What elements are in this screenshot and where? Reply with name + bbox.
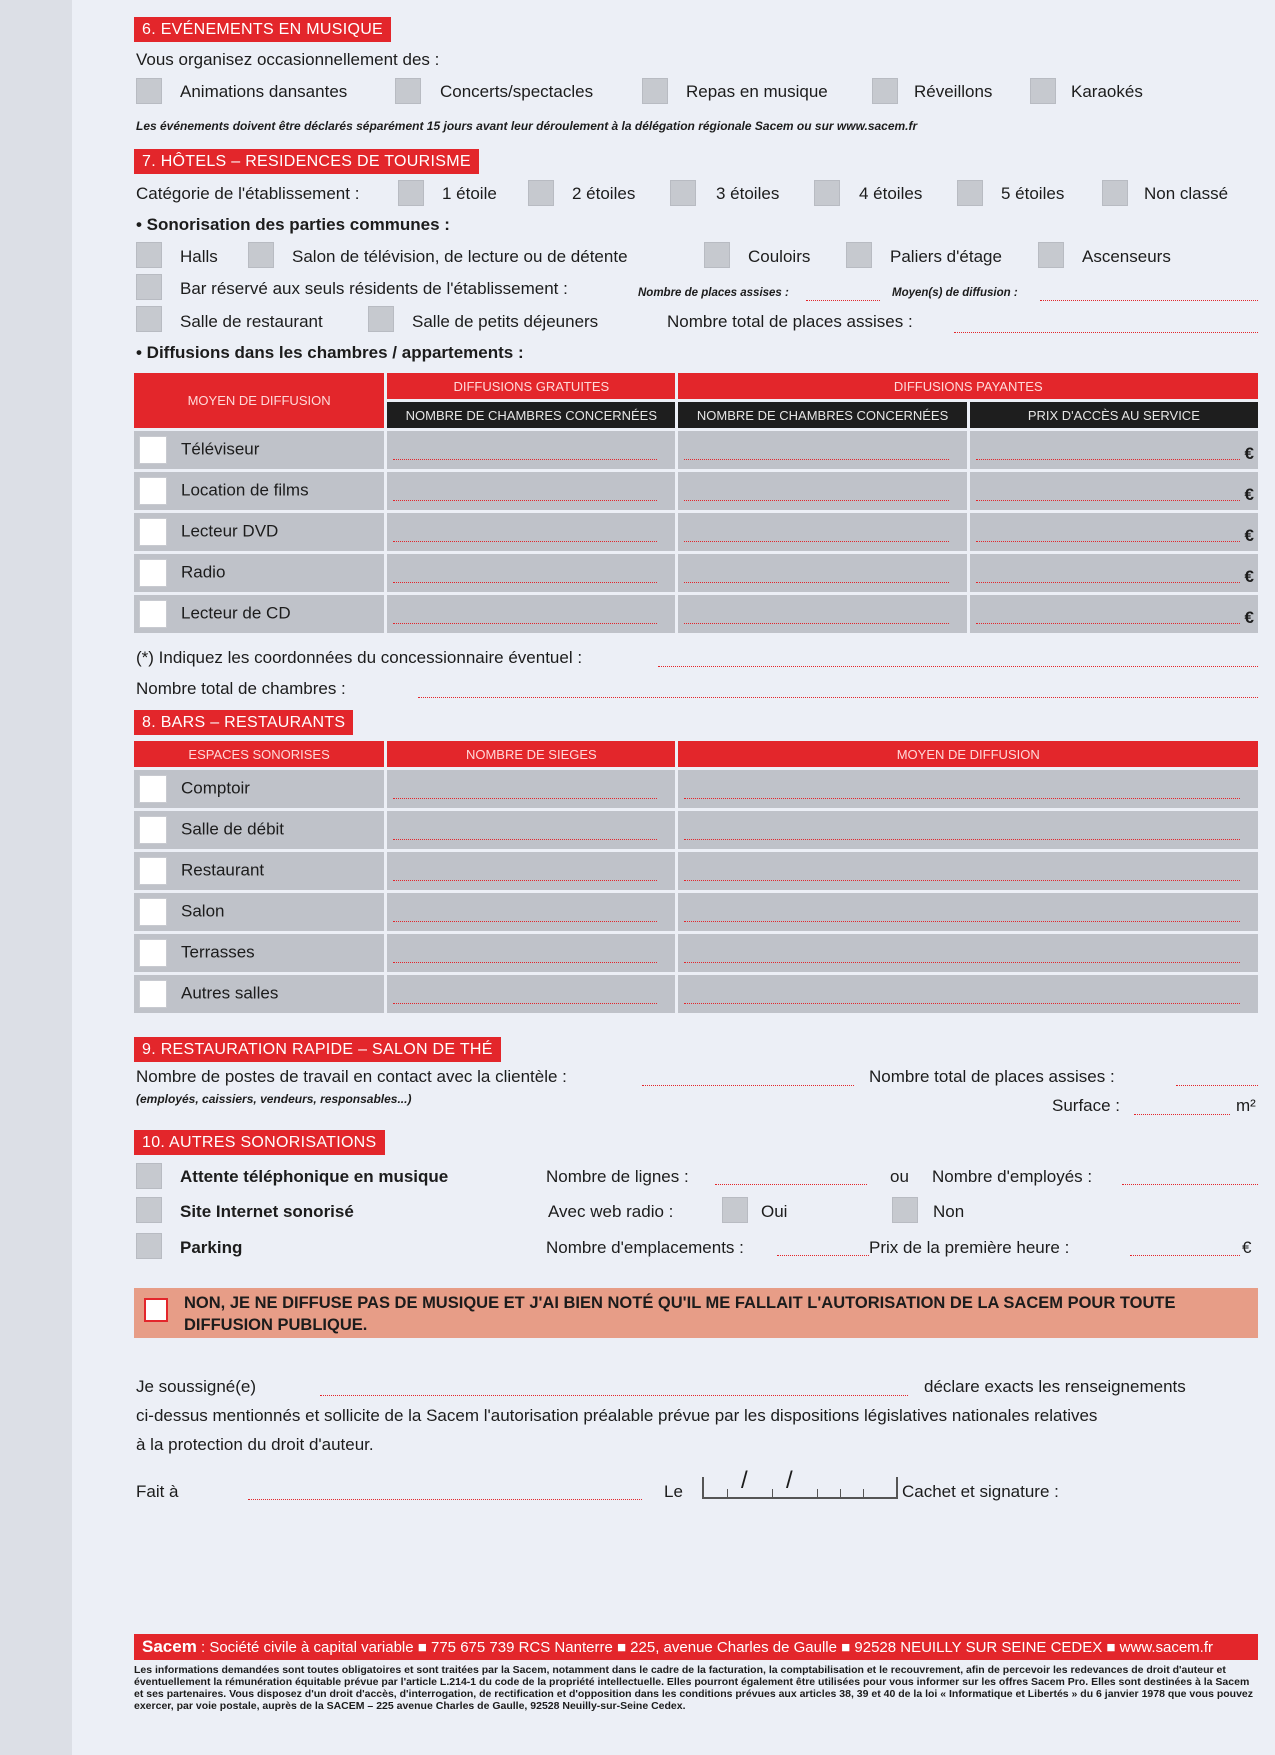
euro-symbol: € bbox=[1244, 444, 1254, 463]
option-reveillons: Réveillons bbox=[914, 82, 993, 101]
row-label bbox=[134, 852, 384, 890]
bar-means-field[interactable] bbox=[1040, 300, 1258, 301]
section-8-title: 8. BARS – RESTAURANTS bbox=[134, 710, 353, 735]
dotted-line bbox=[976, 500, 1240, 501]
h-spaces: ESPACES SONORISES bbox=[134, 741, 384, 767]
checkbox-4-etoiles[interactable] bbox=[814, 180, 840, 206]
checkbox-webradio-no[interactable] bbox=[892, 1197, 918, 1223]
no-music-checkbox[interactable] bbox=[144, 1298, 168, 1322]
dotted-line bbox=[976, 459, 1240, 460]
date-label: Le bbox=[664, 1482, 683, 1501]
cell-means[interactable] bbox=[678, 770, 1258, 808]
dotted-line bbox=[393, 541, 657, 542]
checkbox-salle-restaurant[interactable] bbox=[136, 306, 162, 332]
salle-restaurant-label: Salle de restaurant bbox=[180, 312, 323, 331]
s9-seats-field[interactable] bbox=[1176, 1085, 1258, 1086]
dotted-line bbox=[393, 880, 657, 881]
price-currency: € bbox=[1242, 1238, 1252, 1257]
yes-label: Oui bbox=[761, 1202, 788, 1221]
option-animations: Animations dansantes bbox=[180, 82, 348, 101]
dotted-line bbox=[684, 1003, 1240, 1004]
table-row bbox=[134, 770, 1258, 808]
cell-rooms-free[interactable] bbox=[387, 554, 675, 592]
total-seats-label: Nombre total de places assises : bbox=[667, 312, 913, 331]
dotted-line bbox=[976, 623, 1240, 624]
checkbox-webradio-yes[interactable] bbox=[722, 1197, 748, 1223]
declaration-line2: ci-dessus mentionnés et sollicite de la Sacem l'autorisation préalable prévue par les dispositions législatives nationales relatives bbox=[136, 1406, 1098, 1425]
row-checkbox[interactable] bbox=[139, 477, 167, 505]
s6-note: Les événements doivent être déclarés séparément 15 jours avant leur déroulement à la délégation régionale Sacem ou sur www.sacem.fr bbox=[136, 119, 918, 133]
row-label-text: Salon bbox=[181, 901, 225, 921]
cell-seats[interactable] bbox=[387, 811, 675, 849]
row-label bbox=[134, 431, 384, 469]
dotted-line bbox=[684, 582, 948, 583]
table-row bbox=[134, 513, 1258, 551]
diffusions-label: • Diffusions dans les chambres / appartements : bbox=[136, 343, 524, 362]
date-tick bbox=[863, 1489, 864, 1497]
cat-3-etoiles: 3 étoiles bbox=[716, 184, 780, 203]
dotted-line bbox=[393, 798, 657, 799]
cell-means[interactable] bbox=[678, 852, 1258, 890]
option-concerts: Concerts/spectacles bbox=[440, 82, 594, 101]
row-label-text: Radio bbox=[181, 562, 226, 582]
surface-field[interactable] bbox=[1134, 1114, 1230, 1115]
checkbox-concerts[interactable] bbox=[395, 78, 421, 104]
date-tick bbox=[772, 1489, 773, 1497]
dotted-line bbox=[393, 839, 657, 840]
webradio-label: Avec web radio : bbox=[548, 1202, 674, 1221]
dotted-line bbox=[393, 582, 657, 583]
no-music-notice bbox=[134, 1288, 1258, 1338]
checkbox-1-etoile[interactable] bbox=[398, 180, 424, 206]
row-checkbox[interactable] bbox=[139, 857, 167, 885]
checkbox-5-etoiles[interactable] bbox=[957, 180, 983, 206]
row-label-text: Restaurant bbox=[181, 860, 265, 880]
row-checkbox[interactable] bbox=[139, 600, 167, 628]
dotted-line bbox=[684, 623, 948, 624]
row-label-text: Téléviseur bbox=[181, 439, 260, 459]
h-rooms-free: NOMBRE DE CHAMBRES CONCERNÉES bbox=[387, 402, 675, 428]
h-seats: NOMBRE DE SIEGES bbox=[387, 741, 675, 767]
cat-non-classe: Non classé bbox=[1144, 184, 1229, 203]
date-tick bbox=[727, 1489, 728, 1497]
row-checkbox[interactable] bbox=[139, 559, 167, 587]
checkbox-3-etoiles[interactable] bbox=[670, 180, 696, 206]
undersigned-label: Je soussigné(e) bbox=[136, 1377, 257, 1396]
petits-dejeuners-label: Salle de petits déjeuners bbox=[412, 312, 599, 331]
row-label bbox=[134, 770, 384, 808]
cell-rooms-free[interactable] bbox=[387, 595, 675, 633]
cell-rooms-free[interactable] bbox=[387, 513, 675, 551]
row-label bbox=[134, 595, 384, 633]
cell-means[interactable] bbox=[678, 893, 1258, 931]
dotted-line bbox=[684, 541, 948, 542]
dotted-line bbox=[393, 921, 657, 922]
checkbox-bar-residents[interactable] bbox=[136, 274, 162, 300]
row-label bbox=[134, 811, 384, 849]
employees-field[interactable] bbox=[1122, 1184, 1258, 1185]
section-6-title: 6. EVÉNEMENTS EN MUSIQUE bbox=[134, 17, 391, 42]
total-rooms-label: Nombre total de chambres : bbox=[136, 679, 346, 698]
date-tick bbox=[817, 1489, 818, 1497]
row-checkbox[interactable] bbox=[139, 980, 167, 1008]
cell-rooms-free[interactable] bbox=[387, 472, 675, 510]
table-row bbox=[134, 975, 1258, 1013]
h-means-bar: MOYEN DE DIFFUSION bbox=[678, 741, 1258, 767]
checkbox-halls[interactable] bbox=[136, 242, 162, 268]
table-row bbox=[134, 554, 1258, 592]
checkbox-paliers[interactable] bbox=[846, 242, 872, 268]
cell-price[interactable] bbox=[970, 554, 1258, 592]
bar-residents-label: Bar réservé aux seuls résidents de l'établissement : bbox=[180, 279, 568, 298]
cat-2-etoiles: 2 étoiles bbox=[572, 184, 636, 203]
s9-seats-label: Nombre total de places assises : bbox=[869, 1067, 1115, 1086]
h-paid: DIFFUSIONS PAYANTES bbox=[678, 373, 1258, 399]
checkbox-ascenseurs[interactable] bbox=[1038, 242, 1064, 268]
posts-label: Nombre de postes de travail en contact avec la clientèle : bbox=[136, 1067, 567, 1086]
row-label-text: Comptoir bbox=[181, 778, 250, 798]
row-label-text: Lecteur DVD bbox=[181, 521, 279, 541]
option-karaokes: Karaokés bbox=[1071, 82, 1143, 101]
cell-rooms-free[interactable] bbox=[387, 431, 675, 469]
euro-symbol: € bbox=[1244, 608, 1254, 627]
row-label bbox=[134, 513, 384, 551]
sacem-brand: Sacem bbox=[142, 1637, 197, 1656]
declaration-line3: à la protection du droit d'auteur. bbox=[136, 1435, 374, 1454]
h-free: DIFFUSIONS GRATUITES bbox=[387, 373, 675, 399]
cell-seats[interactable] bbox=[387, 934, 675, 972]
option-repas: Repas en musique bbox=[686, 82, 828, 101]
cell-price[interactable] bbox=[970, 595, 1258, 633]
cell-price[interactable] bbox=[970, 513, 1258, 551]
signature-label: Cachet et signature : bbox=[902, 1482, 1059, 1501]
surface-unit: m² bbox=[1236, 1096, 1256, 1115]
concession-label: (*) Indiquez les coordonnées du concessionnaire éventuel : bbox=[136, 648, 583, 667]
cell-means[interactable] bbox=[678, 811, 1258, 849]
table-row bbox=[134, 852, 1258, 890]
surface-label: Surface : bbox=[1052, 1096, 1121, 1115]
spots-field[interactable] bbox=[777, 1255, 869, 1256]
date-tick bbox=[840, 1489, 841, 1497]
table-row bbox=[134, 431, 1258, 469]
checkbox-repas[interactable] bbox=[642, 78, 668, 104]
h-price: PRIX D'ACCÈS AU SERVICE bbox=[970, 402, 1258, 428]
cat-4-etoiles: 4 étoiles bbox=[859, 184, 923, 203]
checkbox-2-etoiles[interactable] bbox=[528, 180, 554, 206]
footer-bar bbox=[134, 1634, 1258, 1660]
euro-symbol: € bbox=[1244, 526, 1254, 545]
table-row bbox=[134, 934, 1258, 972]
dotted-line bbox=[393, 1003, 657, 1004]
row-label bbox=[134, 975, 384, 1013]
table-row bbox=[134, 893, 1258, 931]
section-7-title: 7. HÔTELS – RESIDENCES DE TOURISME bbox=[134, 149, 479, 174]
dotted-line bbox=[976, 541, 1240, 542]
row-label bbox=[134, 893, 384, 931]
dotted-line bbox=[684, 921, 1240, 922]
lines-field[interactable] bbox=[715, 1184, 867, 1185]
section-9-title: 9. RESTAURATION RAPIDE – SALON DE THÉ bbox=[134, 1037, 501, 1062]
posts-note: (employés, caissiers, vendeurs, responsables...) bbox=[136, 1092, 412, 1106]
row-label-text: Salle de débit bbox=[181, 819, 285, 839]
table-row bbox=[134, 811, 1258, 849]
declare-text: déclare exacts les renseignements bbox=[924, 1377, 1186, 1396]
checkbox-couloirs[interactable] bbox=[704, 242, 730, 268]
cell-seats[interactable] bbox=[387, 893, 675, 931]
date-separator: / bbox=[786, 1467, 793, 1494]
table-row bbox=[134, 595, 1258, 633]
website-label: Site Internet sonorisé bbox=[180, 1202, 354, 1221]
checkbox-salon-tv[interactable] bbox=[248, 242, 274, 268]
price-label: Prix de la première heure : bbox=[869, 1238, 1070, 1257]
area-halls: Halls bbox=[180, 247, 218, 266]
area-ascenseurs: Ascenseurs bbox=[1082, 247, 1171, 266]
euro-symbol: € bbox=[1244, 485, 1254, 504]
row-checkbox[interactable] bbox=[139, 816, 167, 844]
posts-field[interactable] bbox=[642, 1085, 854, 1086]
row-label-text: Lecteur de CD bbox=[181, 603, 291, 623]
phone-label: Attente téléphonique en musique bbox=[180, 1167, 449, 1186]
lines-label: Nombre de lignes : bbox=[546, 1167, 689, 1186]
h-means: MOYEN DE DIFFUSION bbox=[134, 373, 384, 428]
parking-label: Parking bbox=[180, 1238, 243, 1257]
row-checkbox[interactable] bbox=[139, 939, 167, 967]
cell-price[interactable] bbox=[970, 431, 1258, 469]
row-checkbox[interactable] bbox=[139, 775, 167, 803]
checkbox-parking[interactable] bbox=[136, 1233, 162, 1259]
h-rooms-paid: NOMBRE DE CHAMBRES CONCERNÉES bbox=[678, 402, 966, 428]
area-salon-tv: Salon de télévision, de lecture ou de détente bbox=[292, 247, 628, 266]
price-field[interactable] bbox=[1130, 1255, 1240, 1256]
euro-symbol: € bbox=[1244, 567, 1254, 586]
total-seats-field[interactable] bbox=[954, 332, 1258, 333]
cell-rooms-paid[interactable] bbox=[678, 513, 966, 551]
or-text: ou bbox=[890, 1167, 909, 1186]
table-row bbox=[134, 472, 1258, 510]
cell-price[interactable] bbox=[970, 472, 1258, 510]
checkbox-karaokes[interactable] bbox=[1030, 78, 1056, 104]
rooms-diffusion-table bbox=[131, 370, 1261, 636]
bars-table bbox=[131, 738, 1261, 1016]
checkbox-animations[interactable] bbox=[136, 78, 162, 104]
bar-means-label: Moyen(s) de diffusion : bbox=[892, 287, 1018, 299]
cell-seats[interactable] bbox=[387, 852, 675, 890]
area-couloirs: Couloirs bbox=[748, 247, 811, 266]
row-label-text: Location de films bbox=[181, 480, 309, 500]
cell-rooms-paid[interactable] bbox=[678, 431, 966, 469]
spots-label: Nombre d'emplacements : bbox=[546, 1238, 744, 1257]
row-label-text: Terrasses bbox=[181, 942, 255, 962]
dotted-line bbox=[684, 880, 1240, 881]
cell-rooms-paid[interactable] bbox=[678, 554, 966, 592]
total-rooms-field[interactable] bbox=[418, 697, 1258, 698]
cell-means[interactable] bbox=[678, 975, 1258, 1013]
dotted-line bbox=[684, 459, 948, 460]
cat-1-etoile: 1 étoile bbox=[442, 184, 497, 203]
dotted-line bbox=[393, 459, 657, 460]
dotted-line bbox=[684, 962, 1240, 963]
dotted-line bbox=[393, 962, 657, 963]
bar-seats-label: Nombre de places assises : bbox=[638, 287, 789, 299]
checkbox-reveillons[interactable] bbox=[872, 78, 898, 104]
undersigned-field[interactable] bbox=[320, 1395, 908, 1396]
cell-rooms-paid[interactable] bbox=[678, 472, 966, 510]
row-checkbox[interactable] bbox=[139, 518, 167, 546]
dotted-line bbox=[684, 798, 1240, 799]
cell-seats[interactable] bbox=[387, 770, 675, 808]
row-checkbox[interactable] bbox=[139, 436, 167, 464]
no-label: Non bbox=[933, 1202, 965, 1221]
cell-means[interactable] bbox=[678, 934, 1258, 972]
date-field[interactable] bbox=[702, 1467, 898, 1499]
area-paliers: Paliers d'étage bbox=[890, 247, 1002, 266]
place-label: Fait à bbox=[136, 1482, 179, 1501]
footer-text: : Société civile à capital variable ■ 775 675 739 RCS Nanterre ■ 225, avenue Charles de Gaulle ■ 92528 NEUILLY SUR SEINE CEDEX ■ www.sacem.fr bbox=[201, 1639, 1214, 1656]
row-label bbox=[134, 554, 384, 592]
category-label: Catégorie de l'établissement : bbox=[136, 184, 360, 203]
legal-notice: Les informations demandées sont toutes obligatoires et sont traitées par la Sacem, notamment dans le cadre de la facturation, la comptabilisation et le recouvrement, afin de percevoir les redevances de droit d'auteur et éventuellement la rémunération équitable prévue par l'article L.214-1 du code de la propriété intellectuelle. Elles pourront également être utilisées pour vous informer sur les offres Sacem Pro. Elles sont destinées à la Sacem et ses partenaires. Vous disposez d'un droit d'accès, d'interrogation, de rectification et d'opposition dans les conditions prévues aux articles 38, 39 et 40 de la loi « Informatique et Libertés » du 6 janvier 1978 que vous pouvez exercer, par voie postale, auprès de la SACEM – 225 avenue Charles de Gaulle, 92528 Neuilly-sur-Seine Cedex. bbox=[134, 1664, 1254, 1712]
dotted-line bbox=[684, 839, 1240, 840]
s6-intro: Vous organisez occasionnellement des : bbox=[136, 50, 440, 69]
checkbox-phone[interactable] bbox=[136, 1163, 162, 1189]
dotted-line bbox=[393, 500, 657, 501]
section-10-title: 10. AUTRES SONORISATIONS bbox=[134, 1130, 385, 1155]
no-music-text: NON, JE NE DIFFUSE PAS DE MUSIQUE ET J'AI BIEN NOTÉ QU'IL ME FALLAIT L'AUTORISATION DE LA SACEM POUR TOUTE DIFFUSION PUBLIQUE. bbox=[184, 1294, 1176, 1334]
employees-label: Nombre d'employés : bbox=[932, 1167, 1093, 1186]
row-label bbox=[134, 934, 384, 972]
sonorisation-label: • Sonorisation des parties communes : bbox=[136, 215, 450, 234]
bar-seats-field[interactable] bbox=[806, 300, 880, 301]
checkbox-website[interactable] bbox=[136, 1197, 162, 1223]
place-field[interactable] bbox=[248, 1499, 642, 1500]
dotted-line bbox=[684, 500, 948, 501]
cell-seats[interactable] bbox=[387, 975, 675, 1013]
dotted-line bbox=[393, 623, 657, 624]
form-page bbox=[72, 0, 1275, 1755]
cell-rooms-paid[interactable] bbox=[678, 595, 966, 633]
checkbox-petits-dejeuners[interactable] bbox=[368, 306, 394, 332]
dotted-line bbox=[976, 582, 1240, 583]
row-label-text: Autres salles bbox=[181, 983, 279, 1003]
cat-5-etoiles: 5 étoiles bbox=[1001, 184, 1065, 203]
checkbox-non-classe[interactable] bbox=[1102, 180, 1128, 206]
row-checkbox[interactable] bbox=[139, 898, 167, 926]
concession-field[interactable] bbox=[658, 666, 1258, 667]
row-label bbox=[134, 472, 384, 510]
date-separator: / bbox=[741, 1467, 748, 1494]
